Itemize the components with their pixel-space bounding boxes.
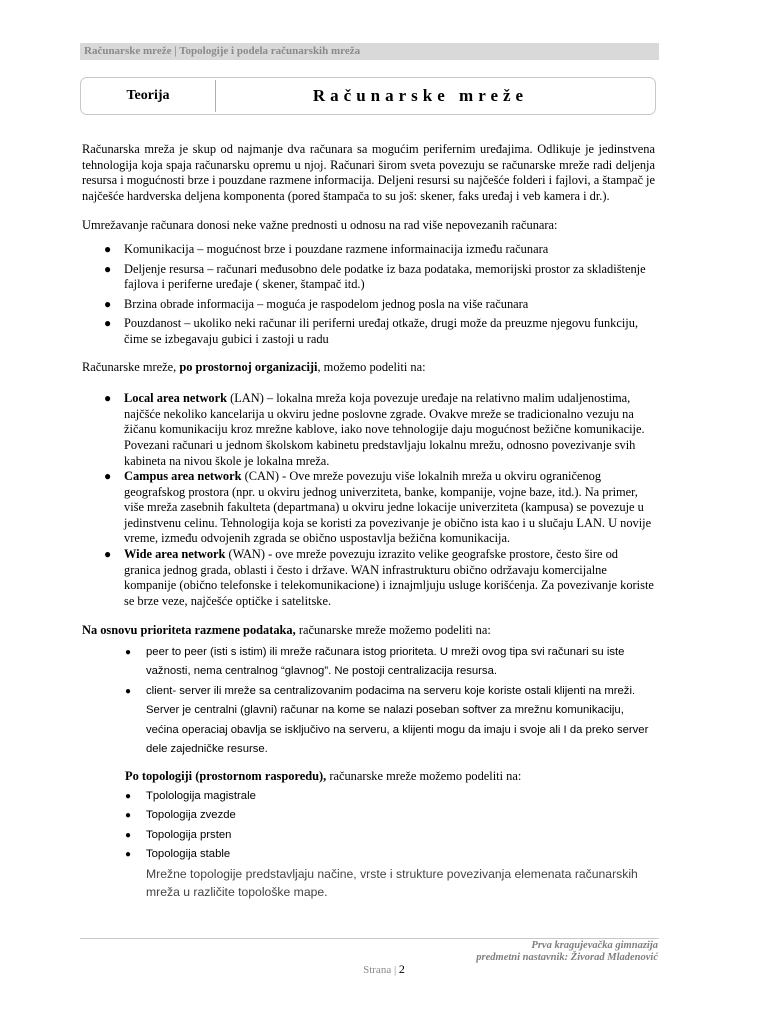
list-item: ● Brzina obrade informacija – moguća je raspodelom jednog posla na više računara [104,296,529,311]
list-item: ● Campus area network (CAN) - Ove mreže povezuju više lokalnih mreža u okviru ograničenog geografskog prostora (npr. u okviru jednog univerziteta, banke, kompanije, vojne baze, itd.). Na primer, više mreža zasebnih fakulteta (departmana) u okviru jedne lokacije univerziteta (kampusa) se povezuje u jedinstvenu celinu. Tehnologija koja se koristi za povezivanje je obično ista kao i u slučaju LAN. U novije vreme, između odvojenih zgrada se obično uspostavlja bežična komunikacija. [104,469,652,546]
list-item: ● Pouzdanost – ukoliko neki računar ili periferni uređaj otkaže, drugi može da preuzme njegovu funkciju, čime se izbegavaju gubici i zastoji u radu [104,316,639,346]
list-item: ● Topologija stable [125,845,655,864]
page-number: Strana | 2 [363,962,405,976]
bullet-icon: ● [104,316,112,331]
topology-closing: Mrežne topologije predstavljaju načine, vrste i strukture povezivanja elemenata računarskih mreža u različite topološke mape. [146,866,638,900]
footer-credits [476,940,658,964]
bullet-icon: ● [125,791,132,803]
bullet-icon: ● [125,829,132,841]
running-header [80,43,659,60]
bullet-icon: ● [104,547,112,562]
list-item: ● Local area network (LAN) – lokalna mreža koja povezuje uređaje na relativno malim udaljenostima, najčšće nekoliko kancelarija u okviru jedne poslovne zgrade. Ovakve mreže se tradicionalno vezuju na žičanu komunikaciju kroz mrežne kablove, iako nove tehnologije daju mogućnost bežične komunikacije. Povezani računari u jednom školskom kabinetu predstavljaju lokalnu mrežu, odnosno povezivanje svih kabineta na nivou škole je lokalna mreža. [104,391,645,468]
topology-lead: Po topologiji (prostornom rasporedu), računarske mreže možemo podeliti na: [125,769,522,784]
list-item: ● Komunikacija – mogućnost brze i pouzdane razmene informainacija između računara [104,241,549,256]
priority-lead: Na osnovu prioriteta razmene podataka, računarske mreže možemo podeliti na: [82,623,491,638]
bullet-icon: ● [104,469,112,484]
advantages-lead: Umrežavanje računara donosi neke važne prednosti u odnosu na rad više nepovezanih računara: [82,218,558,233]
bullet-icon: ● [125,685,132,697]
footer-divider [80,938,659,939]
bullet-icon: ● [104,241,112,256]
topology-list [125,787,655,865]
title-box [80,77,656,115]
bullet-icon: ● [104,391,112,406]
list-item: ● peer to peer (isti s istim) ili mreže računara istog prioriteta. U mreži ovog tipa svi računari su iste važnosti, nema centralnog “glavnog”. Ne postoji centralizacija resursa. [125,643,655,682]
spatial-lead: Računarske mreže, po prostornoj organizaciji, možemo podeliti na: [82,359,426,374]
page-title: Računarske mreže [312,86,529,105]
list-item: ● client- server ili mreže sa centralizovanim podacima na serveru koje koriste ostali klijenti na mreži. Server je centralni (glavni) računar na kome se nalazi poseban softver za mrežnu komunikaciju, većina operaciaj obavlja se isključivo na serveru, a klijenti mogu da imaju i svoje ali I da preko server dele zajedničke resurse. [125,682,655,760]
list-item: ● Wide area network (WAN) - ove mreže povezuju izrazito velike geografske prostore, često šire od granica jednog grada, oblasti i često i države. WAN infrastrukturu obično održavaju komercijalne kompanije (obično telefonske i telekomunikacione) i iznajmljuju usluge korišćenja. Za povezivanje koriste se brze veze, najčešće optičke i satelitske. [104,547,654,608]
bullet-icon: ● [104,296,112,311]
spatial-list [104,391,655,609]
running-header-title: Računarske mreže | Topologije i podela računarskih mreža [84,45,361,57]
bullet-icon: ● [125,647,132,659]
advantages-list [104,242,655,348]
list-item: ● Topologija zvezde [125,806,655,825]
intro-paragraph: Računarska mreža je skup od najmanje dva računara sa mogućim perifernim uređajima. Odlikuje je jedinstvena tehnologija koja spaja računarsku opremu u njoj. Računari širom sveta povezuju se računarske mreže radi deljenja resursa i mogućnosti brze i pouzdane razmene informacija. Deljeni resursi su najčešće folderi i fajlovi, a štampač je najčešće hardverska deljena komponenta (pored štampača to su još: skener, faks uređaj i veb kamera i dr.). [82,142,655,203]
list-item: ● Deljenje resursa – računari međusobno dele podatke iz baza podataka, memorijski prostor za skladištenje fajlova i periferne uređaje ( skener, štampač itd.) [104,261,646,292]
bullet-icon: ● [125,849,132,861]
priority-list [125,643,655,759]
list-item: ● Topologija prsten [125,826,655,845]
bullet-icon: ● [104,261,112,276]
footer-school: Prva kragujevačka gimnazija [531,940,658,951]
bullet-icon: ● [125,810,132,822]
list-item: ● Tpolologija magistrale [125,787,655,806]
footer-teacher: predmetni nastavnik: Živorad Mladenović [476,952,658,963]
section-label: Teorija [81,80,216,112]
document-body [82,142,655,902]
